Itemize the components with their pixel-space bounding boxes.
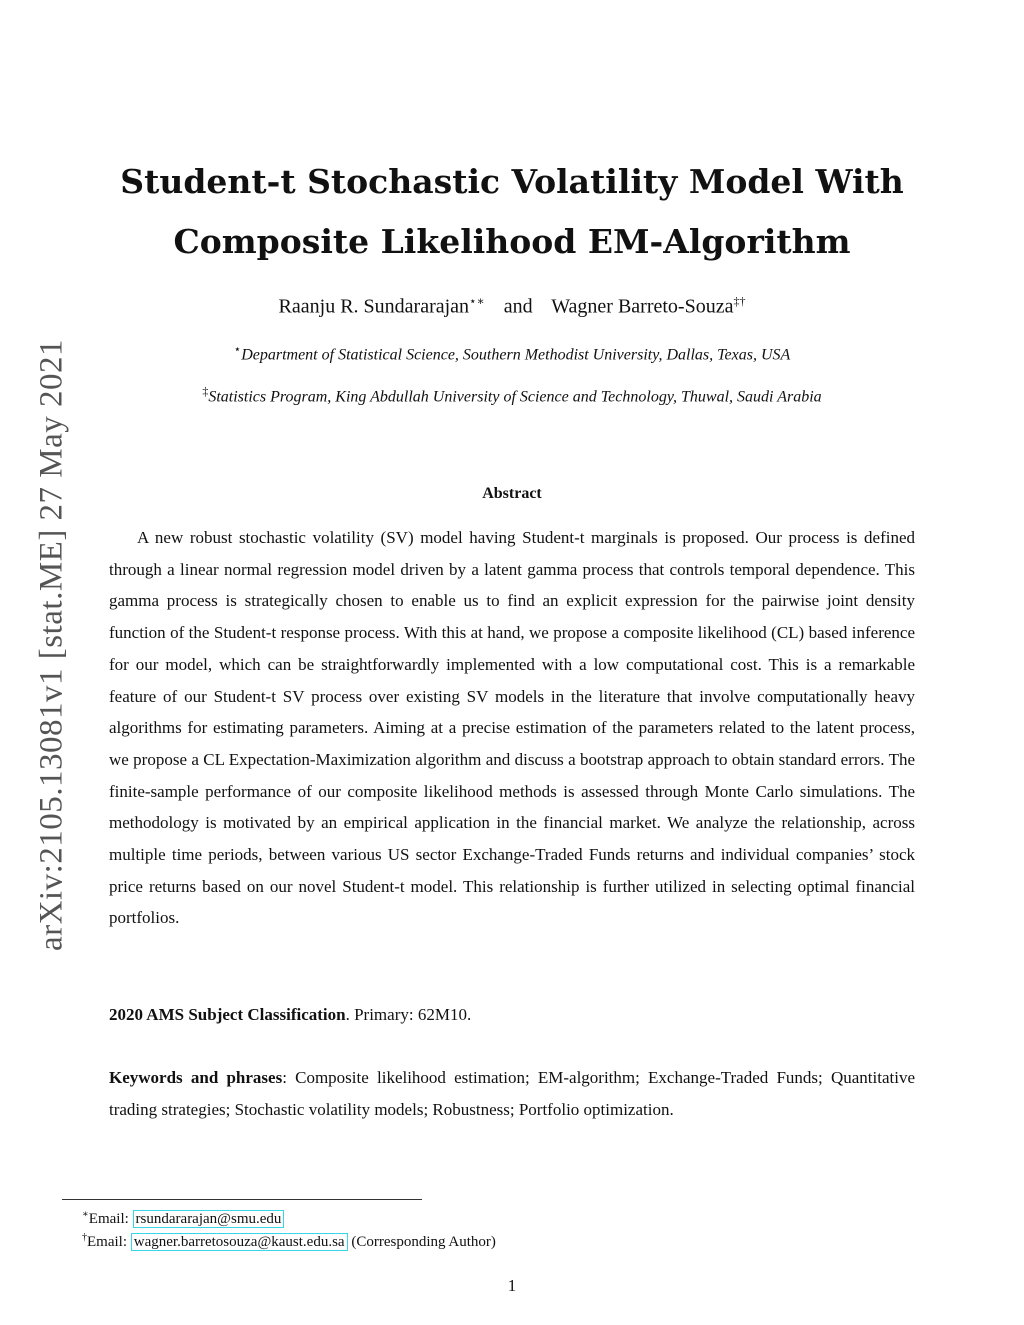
footnote-1-mark: ∗ bbox=[82, 1209, 89, 1220]
affiliation-2-text: Statistics Program, King Abdullah University of Science and Technology, Thuwal, Saudi Arabia bbox=[208, 388, 822, 406]
ams-text: . Primary: 62M10. bbox=[345, 1005, 472, 1024]
keywords-text: : Composite likelihood estimation; EM-algorithm; Exchange-Traded Funds; Quantitative trading strategies; Stochastic volatility models; Robustness; Portfolio optimization. bbox=[109, 1068, 915, 1119]
abstract-body: A new robust stochastic volatility (SV) model having Student-t marginals is proposed. Our process is defined through a linear normal regression model driven by a latent gamma process that controls temporal dependence. This gamma process is strategically chosen to enable us to find an explicit expression for the pairwise joint density function of the Student-t response process. With this at hand, we propose a composite likelihood (CL) based inference for our model, which can be straightforwardly implemented with a low computational cost. This is a remarkable feature of our Student-t SV process over existing SV models in the literature that involve computationally heavy algorithms for estimating parameters. Aiming at a precise estimation of the parameters related to the latent process, we propose a CL Expectation-Maximization algorithm and discuss a bootstrap approach to obtain standard errors. The finite-sample performance of our composite likelihood methods is assessed through Monte Carlo simulations. The methodology is motivated by an empirical application in the financial market. We analyze the relationship, across multiple time periods, between various US sector Exchange-Traded Funds returns and individual companies’ stock price returns based on our novel Student-t model. This relationship is further utilized in selecting optimal financial portfolios. bbox=[109, 528, 915, 928]
paper-title bbox=[0, 152, 1024, 272]
affiliation-1-mark: ⋆ bbox=[233, 342, 242, 356]
author-2-marks: ‡† bbox=[733, 294, 746, 308]
email-link-2[interactable]: wagner.barretosouza@kaust.edu.sa bbox=[131, 1233, 348, 1251]
affiliation-2 bbox=[0, 384, 1024, 406]
arxiv-stamp: arXiv:2105.13081v1 [stat.ME] 27 May 2021 bbox=[33, 338, 70, 952]
footnote-2-suffix: (Corresponding Author) bbox=[347, 1234, 496, 1250]
title-line-1: Student-t Stochastic Volatility Model With bbox=[120, 162, 904, 201]
author-list bbox=[0, 294, 1024, 319]
affiliation-1-text: Department of Statistical Science, Southern Methodist University, Dallas, Texas, USA bbox=[241, 346, 791, 364]
page-number: 1 bbox=[507, 1276, 517, 1295]
footnote-1 bbox=[82, 1205, 284, 1229]
keywords bbox=[109, 1062, 915, 1125]
author-1-marks: ⋆∗ bbox=[469, 294, 485, 308]
ams-label: 2020 AMS Subject Classification bbox=[109, 1005, 346, 1024]
abstract-heading: Abstract bbox=[482, 485, 542, 502]
footnote-rule bbox=[62, 1199, 422, 1200]
affiliation-1 bbox=[0, 342, 1024, 364]
author-1-name: Raanju R. Sundararajan bbox=[278, 295, 470, 318]
title-line-2: Composite Likelihood EM-Algorithm bbox=[173, 222, 851, 261]
author-2-name: Wagner Barreto-Souza bbox=[551, 295, 734, 318]
author-conjunction: and bbox=[503, 295, 533, 318]
footnote-2-mark: † bbox=[82, 1232, 87, 1243]
affiliation-2-mark: ‡ bbox=[202, 384, 209, 398]
keywords-label: Keywords and phrases bbox=[109, 1068, 283, 1087]
footnote-2 bbox=[82, 1228, 496, 1252]
ams-classification bbox=[109, 1001, 915, 1029]
footnote-1-label: Email: bbox=[88, 1211, 133, 1227]
email-link-1[interactable]: rsundararajan@smu.edu bbox=[133, 1210, 285, 1228]
footnote-2-label: Email: bbox=[87, 1234, 131, 1250]
